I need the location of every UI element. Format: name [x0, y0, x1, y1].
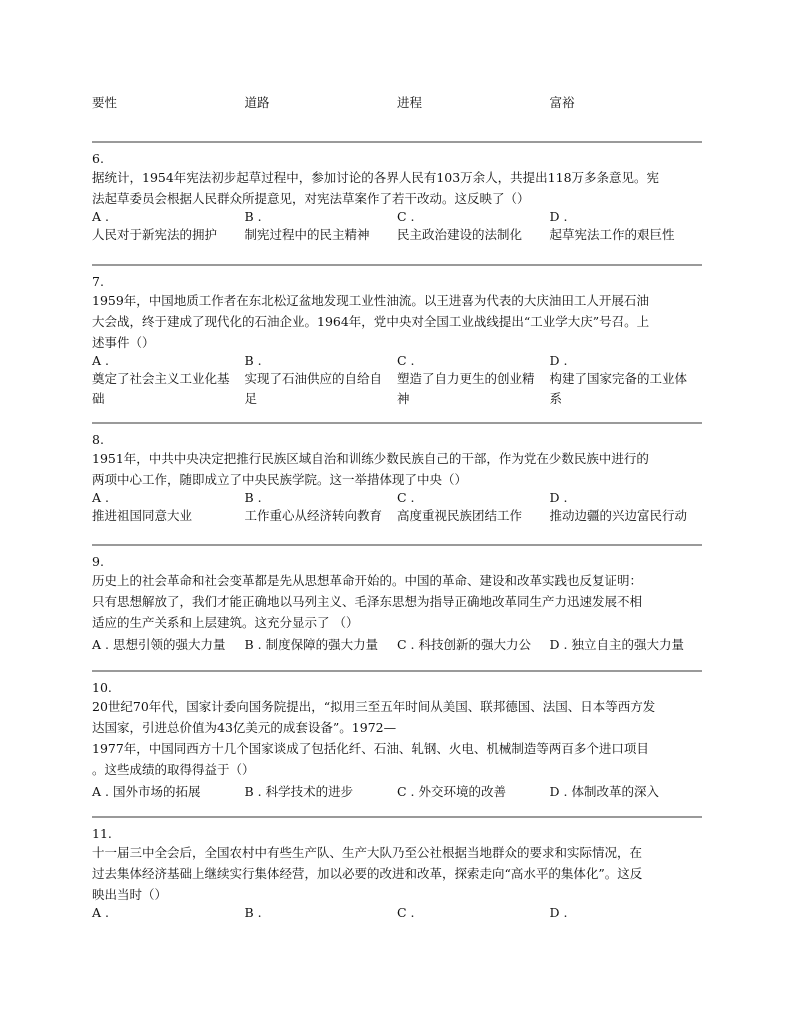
question-stem-line: 1959年，中国地质工作者在东北松辽盆地发现工业性油流。以王进喜为代表的大庆油田工人开展石油 — [92, 293, 649, 308]
option-d-letter[interactable]: D . — [549, 905, 568, 920]
option-a-text[interactable]: 人民对于新宪法的拥护 — [92, 227, 218, 242]
option-b-text-line: 足 — [244, 391, 258, 406]
option-b-letter[interactable]: B . — [244, 905, 262, 920]
question-number: 8. — [92, 432, 104, 447]
question-9 — [92, 544, 702, 655]
option-b-text-line: 实现了石油供应的自给自 — [244, 371, 383, 386]
question-number: 6. — [92, 151, 104, 166]
question-6 — [92, 141, 702, 245]
question-stem-line: 1951年，中共中央决定把推行民族区域自治和训练少数民族自己的干部，作为党在少数民族中进行的 — [92, 451, 649, 466]
question-number: 7. — [92, 274, 104, 289]
question-stem-line: 历史上的社会革命和社会变革都是先从思想革命开始的。中国的革命、建设和改革实践也反复证明： — [92, 573, 643, 588]
option-a-letter[interactable]: A . — [92, 490, 109, 505]
option-c-text[interactable] — [397, 369, 550, 409]
option-c[interactable]: C . 外交环境的改善 — [397, 784, 506, 799]
question-stem-line: 过去集体经济基础上继续实行集体经营，加以必要的改进和改革，探索走向“高水平的集体化”。这反 — [92, 866, 643, 881]
option-a-letter[interactable]: A . — [92, 905, 109, 920]
option-c-text[interactable]: 民主政治建设的法制化 — [397, 227, 523, 242]
option-a[interactable]: A . 国外市场的拓展 — [92, 784, 201, 799]
option-c-text-line: 塑造了自力更生的创业精 — [397, 371, 535, 386]
question-11 — [92, 816, 702, 921]
question-number: 11. — [92, 826, 112, 841]
question-stem-line: 法起草委员会根据人民群众所提意见，对宪法草案作了若干改动。这反映了（） — [92, 191, 530, 206]
option-a-text-line: 奠定了社会主义工业化基 — [92, 371, 230, 386]
option-b[interactable]: B . 制度保障的强大力量 — [244, 637, 379, 652]
option-d-letter[interactable]: D . — [549, 490, 568, 505]
option-d-text[interactable]: 推动边疆的兴边富民行动 — [549, 508, 688, 523]
option-d-letter[interactable]: D . — [549, 209, 568, 224]
question-8 — [92, 422, 702, 526]
question-stem-line: 两项中心工作，随即成立了中央民族学院。这一举措体现了中央（） — [92, 472, 468, 487]
option-a-text-line: 础 — [92, 391, 105, 406]
option-c-letter[interactable]: C . — [397, 353, 415, 368]
option-b-text[interactable] — [245, 369, 398, 409]
option-d-letter[interactable]: D . — [549, 353, 568, 368]
option-text: 进程 — [397, 95, 423, 110]
option-c-letter[interactable]: C . — [397, 209, 415, 224]
option-c[interactable]: C . 科技创新的强大力公 — [397, 637, 531, 652]
question-number: 10. — [92, 680, 112, 695]
option-c-text-line: 神 — [397, 391, 410, 406]
option-b-text[interactable]: 工作重心从经济转向教育 — [244, 508, 383, 523]
option-c-letter[interactable]: C . — [397, 905, 415, 920]
option-d[interactable]: D . 独立自主的强大力量 — [549, 637, 684, 652]
question-stem-line: 据统计，1954年宪法初步起草过程中，参加讨论的各界人民有103万余人，共提出118万多条意见。宪 — [92, 170, 660, 185]
question-stem-line: 20世纪70年代，国家计委向国务院提出，“拟用三至五年时间从美国、联邦德国、法国、日本等西方发 — [92, 699, 656, 714]
option-a-letter[interactable]: A . — [92, 209, 109, 224]
option-a-text[interactable]: 推进祖国同意大业 — [92, 508, 193, 523]
question-stem-line: 大会战，终于建成了现代化的石油企业。1964年，党中央对全国工业战线提出“工业学大庆”号召。上 — [92, 314, 650, 329]
option-d-text-line: 系 — [549, 391, 563, 406]
question-stem-line: 述事件（） — [92, 335, 155, 350]
prev-question-options — [92, 93, 702, 112]
question-stem-line: 只有思想解放了，我们才能正确地以马列主义、毛泽东思想为指导正确地改革同生产力迅速发展不相 — [92, 594, 643, 609]
option-d-text-line: 构建了国家完备的工业体 — [549, 371, 688, 386]
option-c-text[interactable]: 高度重视民族团结工作 — [397, 508, 523, 523]
question-stem-line: 适应的生产关系和上层建筑。这充分显示了 （） — [92, 615, 359, 630]
option-b-letter[interactable]: B . — [244, 353, 262, 368]
question-stem-line: 1977年，中国同西方十几个国家谈成了包括化纤、石油、轧钢、火电、机械制造等两百多个进口项目 — [92, 741, 649, 756]
option-text: 富裕 — [549, 95, 575, 110]
option-a-text[interactable] — [92, 369, 245, 409]
option-c-letter[interactable]: C . — [397, 490, 415, 505]
question-stem-line: 达国家，引进总价值为43亿美元的成套设备”。1972— — [92, 720, 397, 735]
option-a-letter[interactable]: A . — [92, 353, 109, 368]
option-b-letter[interactable]: B . — [244, 209, 262, 224]
option-a[interactable]: A . 思想引领的强大力量 — [92, 637, 226, 652]
option-b[interactable]: B . 科学技术的进步 — [244, 784, 354, 799]
option-text: 要性 — [92, 95, 118, 110]
question-10 — [92, 670, 702, 802]
option-d-text[interactable]: 起草宪法工作的艰巨性 — [549, 227, 675, 242]
question-stem-line: 映出当时（） — [92, 887, 168, 902]
option-text: 道路 — [244, 95, 270, 110]
option-d-text[interactable] — [550, 369, 703, 409]
question-stem-line: 。这些成绩的取得得益于（） — [92, 762, 255, 777]
question-7 — [92, 264, 702, 409]
option-d[interactable]: D . 体制改革的深入 — [549, 784, 659, 799]
question-stem-line: 十一届三中全会后，全国农村中有些生产队、生产大队乃至公社根据当地群众的要求和实际情况，在 — [92, 845, 643, 860]
question-number: 9. — [92, 554, 104, 569]
option-b-text[interactable]: 制宪过程中的民主精神 — [244, 227, 370, 242]
option-b-letter[interactable]: B . — [244, 490, 262, 505]
